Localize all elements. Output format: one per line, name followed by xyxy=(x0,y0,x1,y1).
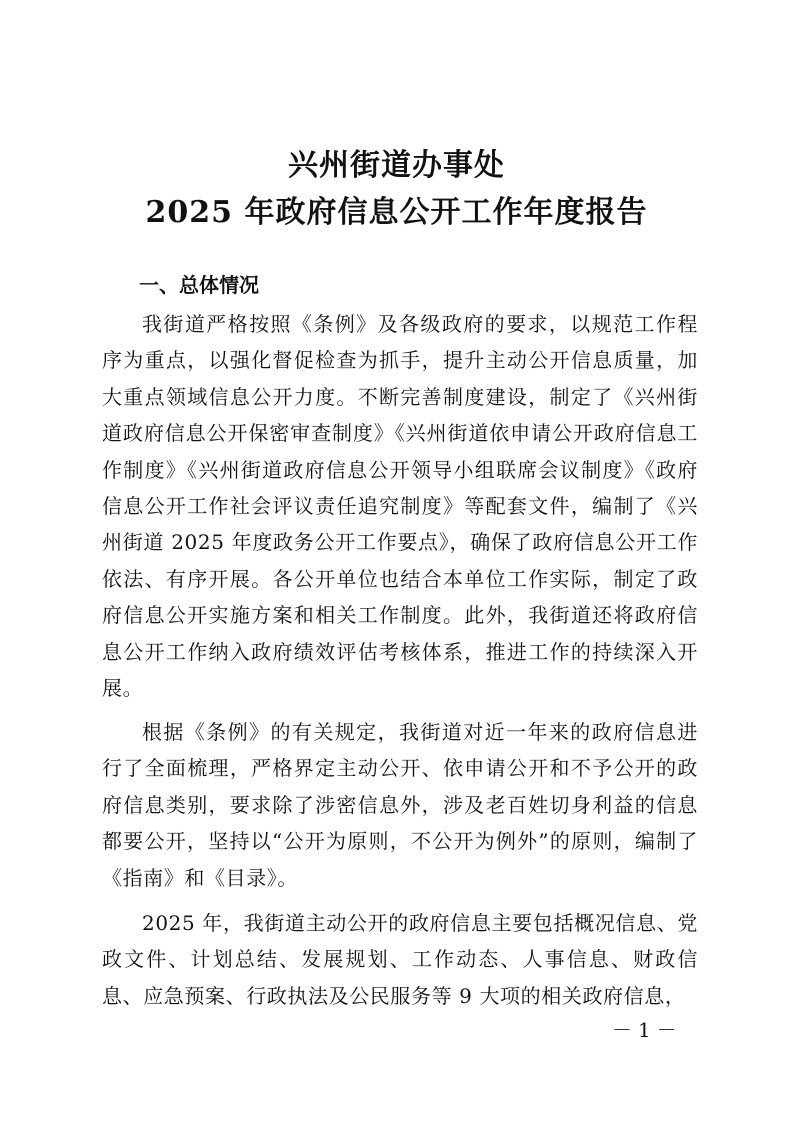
document-title-line2: 2025 年政府信息公开工作年度报告 xyxy=(145,195,648,230)
body-paragraph: 我街道严格按照《条例》及各级政府的要求，以规范工作程序为重点，以强化督促检查为抓手，提升主动公开信息质量，加大重点领域信息公开力度。不断完善制度建设，制定了《兴州街道政府信息公开保密审查制度》《兴州街道依申请公开政府信息工作制度》《兴州街道政府信息公开领导小组联席会议制度》《政府信息公开工作社会评议责任追究制度》等配套文件，编制了《兴州街道 2025 年度政务公开工作要点》，确保了政府信息公开工作依法、有序开展。各公开单位也结合本单位工作实际，制定了政府信息公开实施方案和相关工作制度。此外，我街道还将政府信息公开工作纳入政府绩效评估考核体系，推进工作的持续深入开展。 xyxy=(102,312,698,701)
section-heading-overview: 一、总体情况 xyxy=(139,273,259,297)
document-title-line1: 兴州街道办事处 xyxy=(288,148,505,183)
page-number: －1－ xyxy=(612,1018,683,1042)
body-paragraph: 根据《条例》的有关规定，我街道对近一年来的政府信息进行了全面梳理，严格界定主动公开、依申请公开和不予公开的政府信息类别，要求除了涉密信息外，涉及老百姓切身利益的信息都要公开，坚持以“公开为原则，不公开为例外”的原则，编制了《指南》和《目录》。 xyxy=(102,720,698,890)
body-paragraph: 2025 年，我街道主动公开的政府信息主要包括概况信息、党政文件、计划总结、发展规划、工作动态、人事信息、财政信息、应急预案、行政执法及公民服务等 9 大项的相关政府信息， xyxy=(102,911,698,1008)
